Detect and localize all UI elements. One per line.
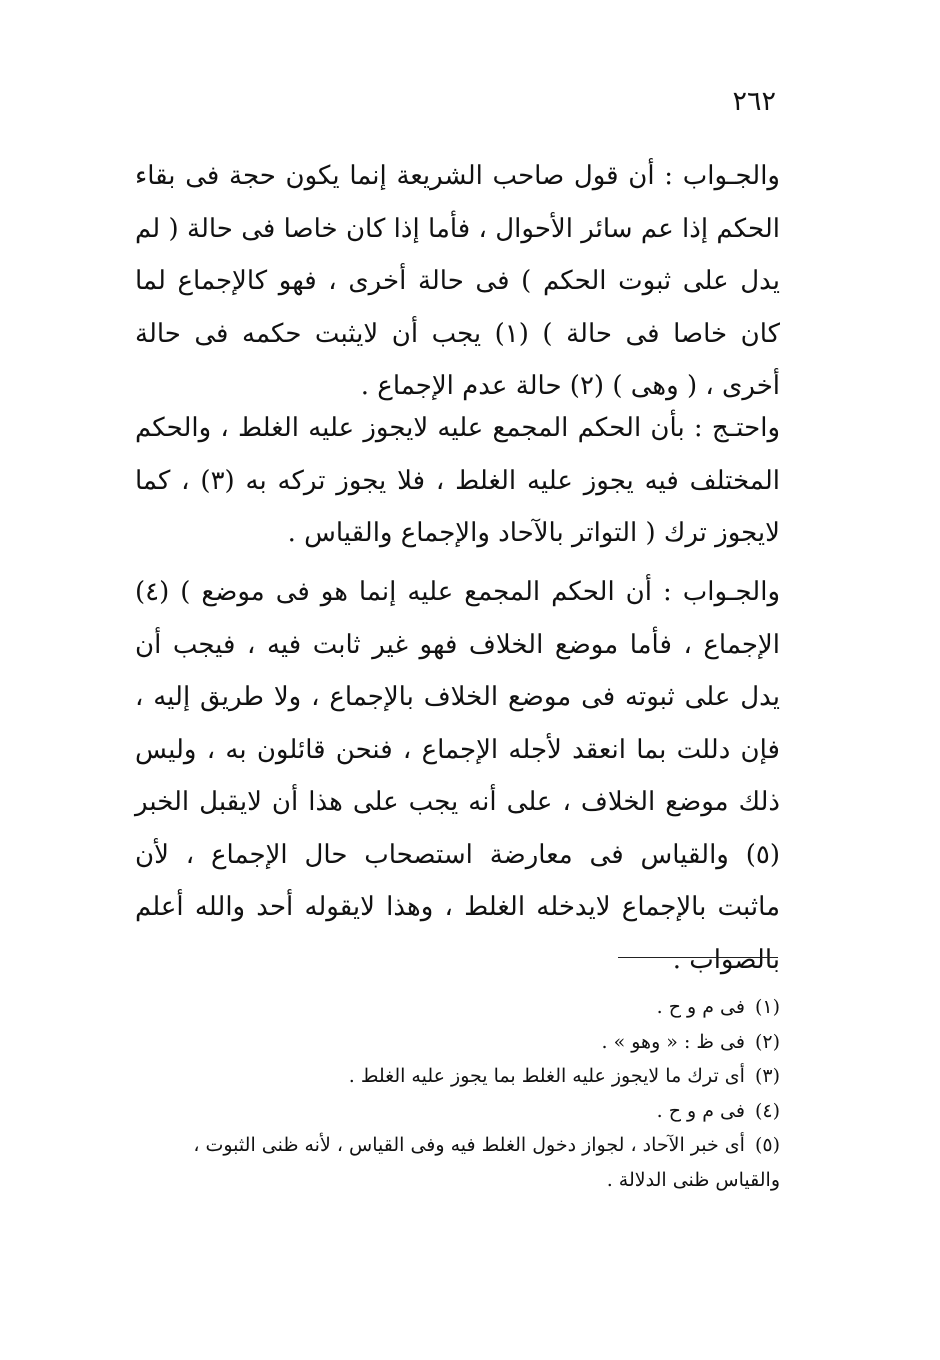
paragraph-answer-2 bbox=[135, 566, 780, 986]
paragraph-text: واحتـج : بأن الحكم المجمع عليه لايجوز عليه الغلط ، والحكم المختلف فيه يجوز عليه الغلط ، فلا يجوز تركه به (٣) ، كما لايجوز ترك ( التواتر بالآحاد والإجماع والقياس . bbox=[135, 413, 780, 548]
footnote-text: فى ظ : « وهو » . bbox=[601, 1030, 745, 1053]
footnotes bbox=[135, 990, 780, 1197]
footnote-text: أى خبر الآحاد ، لجواز دخول الغلط فيه وفى القياس ، لأنه ظنى الثبوت ، والقياس ظنى الدلالة . bbox=[193, 1134, 780, 1191]
footnote bbox=[135, 990, 780, 1025]
footnote-number: (٣) bbox=[754, 1065, 780, 1087]
page-number: ٢٦٢ bbox=[732, 86, 776, 117]
footnote-number: (٥) bbox=[754, 1134, 780, 1156]
footnote-number: (٤) bbox=[754, 1099, 780, 1122]
paragraph-argument bbox=[135, 402, 780, 560]
paragraph-text: والجـواب : أن الحكم المجمع عليه إنما هو فى موضع ) (٤) الإجماع ، فأما موضع الخلاف فهو غير ثابت فيه ، فيجب أن يدل على ثبوته فى موضع الخلاف بالإجماع ، ولا طريق إليه ، فإن دللت بما انعقد لأجله الإجماع ، فنحن قائلون به ، وليس ذلك موضع الخلاف ، على أنه يجب على هذا أن لايقبل الخبر (٥) والقياس فى معارضة استصحاب حال الإجماع ، لأن ماثبت بالإجماع لايدخله الغلط ، وهذا لايقوله أحد والله أعلم بالصواب . bbox=[135, 577, 780, 975]
footnote-text: فى م و ح . bbox=[656, 996, 745, 1018]
footnote-divider bbox=[618, 957, 778, 958]
footnote bbox=[135, 1059, 780, 1094]
footnote-number: (١) bbox=[754, 996, 780, 1018]
footnote-number: (٢) bbox=[754, 1030, 780, 1053]
footnote-text: فى م و ح . bbox=[656, 1099, 745, 1122]
footnote bbox=[135, 1025, 780, 1060]
paragraph-text: والجـواب : أن قول صاحب الشريعة إنما يكون حجة فى بقاء الحكم إذا عم سائر الأحوال ، فأما إذا كان خاصا فى حالة ( لم يدل على ثبوت الحكم ) فى حالة أخرى ، فهو كالإجماع لما كان خاصا فى حالة ) (١) يجب أن لايثبت حكمه فى حالة أخرى ، ( وهى ) (٢) حالة عدم الإجماع . bbox=[135, 161, 781, 401]
footnote-text: أى ترك ما لايجوز عليه الغلط بما يجوز عليه الغلط . bbox=[348, 1065, 745, 1087]
paragraph-answer-1 bbox=[135, 150, 780, 413]
footnote bbox=[135, 1128, 780, 1197]
footnote bbox=[135, 1094, 780, 1129]
